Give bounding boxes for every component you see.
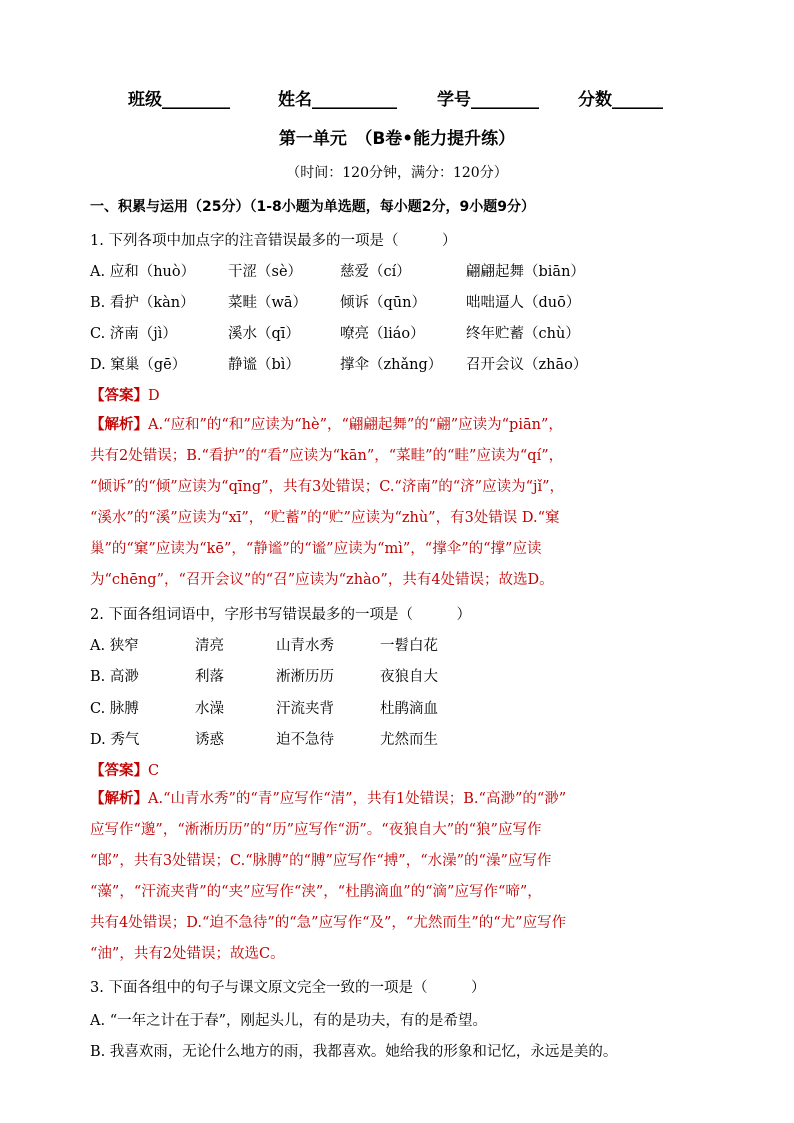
option-item: C. 脉膊 xyxy=(90,701,139,717)
option-item: 慈爱（cí） xyxy=(340,264,411,280)
analysis-line: 【解析】A.“山青水秀”的“青”应写作“清”，共有1处错误；B.“高渺”的“渺” xyxy=(90,791,567,807)
section-heading: 一、积累与运用（25分）（1-8小题为单选题，每小题2分，9小题9分） xyxy=(90,199,535,215)
page-title: 第一单元 （B卷•能力提升练） xyxy=(278,129,516,149)
option-item: 干涩（sè） xyxy=(228,264,303,280)
analysis-line: “郎”，共有3处错误；C.“脉膊”的“膊”应写作“搏”，“水澡”的“澡”应写作 xyxy=(90,853,552,869)
class-field[interactable]: 班级________ xyxy=(128,90,230,110)
option-item: 夜狼自大 xyxy=(380,669,438,685)
name-field[interactable]: 姓名__________ xyxy=(278,90,397,110)
option-item: C. 济南（jì） xyxy=(90,326,177,342)
analysis-line: 应写作“邈”，“淅淅历历”的“历”应写作“沥”。“夜狼自大”的“狼”应写作 xyxy=(90,822,542,838)
score-field[interactable]: 分数______ xyxy=(578,90,663,110)
option-item: B. 高渺 xyxy=(90,669,139,685)
option-item: D. 窠巢（gē） xyxy=(90,357,187,373)
answer-tag: 【答案】 xyxy=(90,763,148,779)
option-item: 倾诉（qūn） xyxy=(340,295,426,311)
q2-analysis xyxy=(90,784,702,970)
option-item: A. 狭窄 xyxy=(90,638,139,654)
analysis-line: “溪水”的“溪”应读为“xī”，“贮蓄”的“贮”应读为“zhù”，有3处错误 D.“窠 xyxy=(90,510,560,526)
analysis-line: 【解析】A.“应和”的“和”应读为“hè”，“翩翩起舞”的“翩”应读为“piān”， xyxy=(90,417,563,433)
option-item: 召开会议（zhāo） xyxy=(466,357,588,373)
analysis-line: “藻”，“汗流夹背”的“夹”应写作“浃”，“杜鹃滴血”的“滴”应写作“啼”， xyxy=(90,884,542,900)
analysis-line: “倾诉”的“倾”应读为“qīng”，共有3处错误；C.“济南”的“济”应读为“jǐ”， xyxy=(90,479,565,495)
q2-stem: 2. 下面各组词语中，字形书写错误最多的一项是（ ） xyxy=(90,607,471,623)
answer-value: D xyxy=(148,388,160,404)
option-item: 迫不急待 xyxy=(276,732,334,748)
analysis-line: 巢”的“窠”应读为“kē”，“静谧”的“谧”应读为“mì”，“撑伞”的“撑”应读 xyxy=(90,541,542,557)
analysis-line: “油”，共有2处错误；故选C。 xyxy=(90,946,285,962)
option-item: 水澡 xyxy=(195,701,224,717)
q2-answer xyxy=(90,759,159,780)
analysis-tag: 【解析】 xyxy=(90,417,148,433)
option-item: 溪水（qī） xyxy=(228,326,300,342)
q3-option-a: A. “一年之计在于春”，刚起头儿，有的是功夫，有的是希望。 xyxy=(90,1013,488,1029)
analysis-line: 共有2处错误；B.“看护”的“看”应读为“kān”，“菜畦”的“畦”应读为“qí”， xyxy=(90,448,564,464)
option-item: 尤然而生 xyxy=(380,732,438,748)
q3-option-b: B. 我喜欢雨，无论什么地方的雨，我都喜欢。她给我的形象和记忆，永远是美的。 xyxy=(90,1044,618,1060)
option-item: 菜畦（wā） xyxy=(228,295,308,311)
page-subtitle: （时间：120分钟，满分：120分） xyxy=(286,165,508,181)
q1-analysis xyxy=(90,410,702,596)
option-item: 嘹亮（liáo） xyxy=(340,326,425,342)
option-item: B. 看护（kàn） xyxy=(90,295,195,311)
student-id-field[interactable]: 学号________ xyxy=(437,90,539,110)
option-item: 咄咄逼人（duō） xyxy=(466,295,581,311)
q3-stem: 3. 下面各组中的句子与课文原文完全一致的一项是（ ） xyxy=(90,980,486,996)
option-item: 汗流夹背 xyxy=(276,701,334,717)
option-item: 静谧（bì） xyxy=(228,357,300,373)
option-item: 一髫白花 xyxy=(380,638,438,654)
q1-answer xyxy=(90,384,160,405)
header-fields xyxy=(0,85,794,111)
option-item: 山青水秀 xyxy=(276,638,334,654)
option-item: 撑伞（zhǎng） xyxy=(340,357,443,373)
option-item: 清亮 xyxy=(195,638,224,654)
option-item: 翩翩起舞（biān） xyxy=(466,264,585,280)
option-item: 终年贮蓄（chù） xyxy=(466,326,580,342)
analysis-line: 共有4处错误；D.“迫不急待”的“急”应写作“及”，“尤然而生”的“尤”应写作 xyxy=(90,915,567,931)
option-item: A. 应和（huò） xyxy=(90,264,196,280)
option-item: 淅淅历历 xyxy=(276,669,334,685)
option-item: 杜鹃滴血 xyxy=(380,701,438,717)
analysis-tag: 【解析】 xyxy=(90,791,148,807)
option-item: 利落 xyxy=(195,669,224,685)
analysis-line: 为“chēng”，“召开会议”的“召”应读为“zhào”，共有4处错误；故选D。 xyxy=(90,572,554,588)
option-item: D. 秀气 xyxy=(90,732,140,748)
answer-tag: 【答案】 xyxy=(90,388,148,404)
answer-value: C xyxy=(148,763,160,779)
q1-stem: 1. 下列各项中加点字的注音错误最多的一项是（ ） xyxy=(90,233,457,249)
option-item: 诱惑 xyxy=(195,732,224,748)
